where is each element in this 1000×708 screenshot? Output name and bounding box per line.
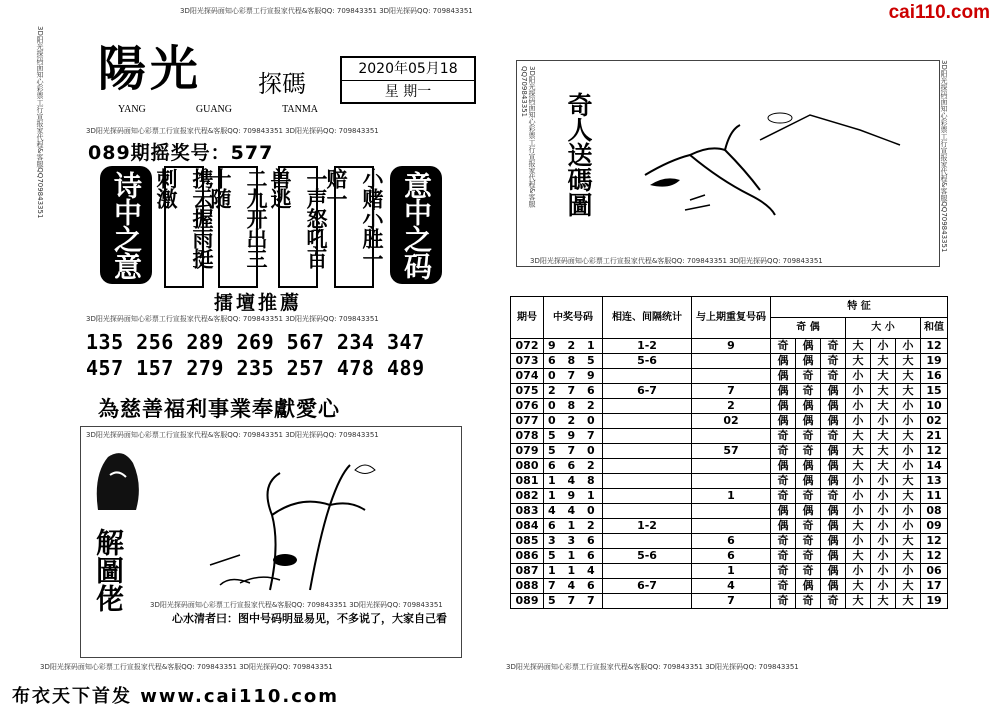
- bigsmall-cell: 大: [871, 459, 896, 474]
- sum-cell: 13: [921, 474, 948, 489]
- bigsmall-cell: 小: [871, 519, 896, 534]
- oddeven-cell: 奇: [796, 369, 821, 384]
- numbers-cell: 3 3 6: [544, 534, 603, 549]
- bigsmall-cell: 小: [896, 459, 921, 474]
- brand-subtitle: 探碼: [258, 70, 306, 98]
- numbers-cell: 0 8 2: [544, 399, 603, 414]
- qiren-side-watermark: 3D阳光探码面知心彩票工行宣报家代程&客服QQ709843351: [520, 66, 536, 208]
- header-period: 期号: [511, 297, 544, 339]
- oddeven-cell: 偶: [771, 519, 796, 534]
- oddeven-cell: 偶: [821, 549, 846, 564]
- gap-cell: [603, 534, 692, 549]
- date-box: [340, 56, 476, 104]
- period-cell: 087: [511, 564, 544, 579]
- sum-cell: 12: [921, 444, 948, 459]
- bigsmall-cell: 小: [896, 414, 921, 429]
- repeat-cell: 02: [692, 414, 771, 429]
- bigsmall-cell: 大: [896, 354, 921, 369]
- bigsmall-cell: 小: [896, 564, 921, 579]
- table-row: [511, 534, 948, 549]
- oddeven-cell: 偶: [796, 339, 821, 354]
- period-cell: 089: [511, 594, 544, 609]
- numbers-cell: 6 1 2: [544, 519, 603, 534]
- right-side-watermark: 3D阳光探码面知心彩票工行宣报家代程&客服QQ709843351: [940, 60, 948, 253]
- repeat-cell: 6: [692, 534, 771, 549]
- gap-cell: [603, 369, 692, 384]
- jie-watermark-2: 3D阳光探码面知心彩票工行宣报家代程&客服QQ: 709843351 3D阳光探码QQ: 709843351: [150, 601, 443, 609]
- jie-watermark: 3D阳光探码面知心彩票工行宣报家代程&客服QQ: 709843351 3D阳光探码QQ: 709843351: [86, 431, 379, 439]
- oddeven-cell: 偶: [796, 414, 821, 429]
- header-sum: 和值: [921, 318, 948, 339]
- bigsmall-cell: 大: [896, 579, 921, 594]
- oddeven-cell: 偶: [771, 369, 796, 384]
- numbers-cell: 1 9 1: [544, 489, 603, 504]
- oddeven-cell: 偶: [821, 534, 846, 549]
- period-cell: 088: [511, 579, 544, 594]
- bigsmall-cell: 小: [871, 504, 896, 519]
- sum-cell: 17: [921, 579, 948, 594]
- bigsmall-cell: 大: [896, 369, 921, 384]
- bigsmall-cell: 大: [871, 594, 896, 609]
- gap-cell: 6-7: [603, 579, 692, 594]
- numbers-cell: 4 4 0: [544, 504, 603, 519]
- bigsmall-cell: 大: [846, 594, 871, 609]
- portrait-image: [88, 445, 148, 515]
- bigsmall-cell: 小: [846, 474, 871, 489]
- bigsmall-cell: 大: [896, 384, 921, 399]
- table-row: [511, 564, 948, 579]
- gap-cell: 5-6: [603, 354, 692, 369]
- jie-title: 解圖佬: [92, 528, 125, 612]
- oddeven-cell: 奇: [821, 369, 846, 384]
- bigsmall-cell: 小: [871, 534, 896, 549]
- numbers-cell: 5 9 7: [544, 429, 603, 444]
- sum-cell: 12: [921, 534, 948, 549]
- table-row: [511, 384, 948, 399]
- oddeven-cell: 奇: [796, 444, 821, 459]
- bigsmall-cell: 大: [871, 444, 896, 459]
- repeat-cell: [692, 519, 771, 534]
- oddeven-cell: 偶: [771, 504, 796, 519]
- oddeven-cell: 偶: [771, 354, 796, 369]
- period-cell: 072: [511, 339, 544, 354]
- bigsmall-cell: 小: [896, 399, 921, 414]
- numbers-cell: 0 2 0: [544, 414, 603, 429]
- oddeven-cell: 奇: [771, 534, 796, 549]
- period-cell: 084: [511, 519, 544, 534]
- oddeven-cell: 偶: [796, 579, 821, 594]
- poem-left-badge: 诗中之意: [100, 166, 152, 284]
- gap-cell: 1-2: [603, 519, 692, 534]
- sum-cell: 15: [921, 384, 948, 399]
- gap-cell: [603, 414, 692, 429]
- bigsmall-cell: 小: [896, 519, 921, 534]
- sum-cell: 10: [921, 399, 948, 414]
- oddeven-cell: 偶: [821, 474, 846, 489]
- poem-line-2: 二九开出三十随: [218, 166, 258, 288]
- sum-cell: 02: [921, 414, 948, 429]
- sum-cell: 14: [921, 459, 948, 474]
- period-cell: 074: [511, 369, 544, 384]
- oddeven-cell: 偶: [771, 414, 796, 429]
- table-row: [511, 519, 948, 534]
- weekday-line: 星 期一: [342, 80, 474, 103]
- header-gap: 相连、间隔统计: [603, 297, 692, 339]
- tree-image: [200, 455, 400, 595]
- header-oddeven: 奇 偶: [771, 318, 846, 339]
- numbers-cell: 2 7 6: [544, 384, 603, 399]
- left-margin-watermark: 3D阳光探码面知心彩票工行宣报家代程&客服QQ709843351: [36, 26, 44, 219]
- bigsmall-cell: 小: [896, 504, 921, 519]
- poem-line-1: 携云握雨挺刺激: [164, 166, 204, 288]
- qiren-title: 奇人送碼圖: [564, 92, 593, 217]
- header-numbers: 中奖号码: [544, 297, 603, 339]
- gap-cell: 6-7: [603, 384, 692, 399]
- oddeven-cell: 奇: [796, 594, 821, 609]
- table-row: [511, 414, 948, 429]
- recommend-title: 擂壇推薦: [214, 292, 303, 314]
- header-repeat: 与上期重复号码: [692, 297, 771, 339]
- oddeven-cell: 奇: [796, 429, 821, 444]
- gap-cell: [603, 399, 692, 414]
- oddeven-cell: 偶: [821, 564, 846, 579]
- table-row: [511, 504, 948, 519]
- oddeven-cell: 奇: [796, 534, 821, 549]
- header-bigsmall: 大 小: [846, 318, 921, 339]
- recommend-row-2: 457 157 279 235 257 478 489: [86, 356, 425, 380]
- oddeven-cell: 奇: [771, 489, 796, 504]
- site-logo: cai110.com: [888, 2, 990, 23]
- sum-cell: 09: [921, 519, 948, 534]
- oddeven-cell: 偶: [821, 384, 846, 399]
- oddeven-cell: 偶: [796, 399, 821, 414]
- oddeven-cell: 奇: [796, 519, 821, 534]
- bigsmall-cell: 大: [896, 489, 921, 504]
- sum-cell: 08: [921, 504, 948, 519]
- oddeven-cell: 奇: [771, 549, 796, 564]
- gap-cell: [603, 594, 692, 609]
- bigsmall-cell: 大: [846, 579, 871, 594]
- bigsmall-cell: 大: [871, 399, 896, 414]
- bigsmall-cell: 大: [871, 354, 896, 369]
- bigsmall-cell: 大: [896, 429, 921, 444]
- numbers-cell: 6 8 5: [544, 354, 603, 369]
- oddeven-cell: 偶: [821, 504, 846, 519]
- oddeven-cell: 偶: [771, 399, 796, 414]
- repeat-cell: [692, 504, 771, 519]
- repeat-cell: [692, 429, 771, 444]
- poem-line-3: 一声怒吼百兽逃: [278, 166, 318, 288]
- repeat-cell: 1: [692, 564, 771, 579]
- repeat-cell: 7: [692, 384, 771, 399]
- pinyin-1: YANG: [118, 104, 146, 115]
- bigsmall-cell: 大: [846, 339, 871, 354]
- bigsmall-cell: 小: [871, 339, 896, 354]
- table-watermark: 3D阳光探码面知心彩票工行宣报家代程&客服QQ: 709843351 3D阳光探码QQ: 709843351: [506, 663, 799, 671]
- oddeven-cell: 奇: [771, 339, 796, 354]
- repeat-cell: [692, 354, 771, 369]
- gap-cell: 1-2: [603, 339, 692, 354]
- bigsmall-cell: 大: [896, 594, 921, 609]
- table-row: [511, 399, 948, 414]
- bigsmall-cell: 小: [846, 414, 871, 429]
- oddeven-cell: 偶: [821, 399, 846, 414]
- period-cell: 073: [511, 354, 544, 369]
- oddeven-cell: 奇: [796, 564, 821, 579]
- recommend-watermark: 3D阳光探码面知心彩票工行宣报家代程&客服QQ: 709843351 3D阳光探码QQ: 709843351: [86, 315, 379, 323]
- bigsmall-cell: 大: [846, 444, 871, 459]
- oddeven-cell: 偶: [796, 504, 821, 519]
- numbers-cell: 5 1 6: [544, 549, 603, 564]
- oddeven-cell: 奇: [771, 564, 796, 579]
- bigsmall-cell: 小: [871, 489, 896, 504]
- brand-pinyin: [118, 104, 318, 115]
- qiren-watermark: 3D阳光探码面知心彩票工行宣报家代程&客服QQ: 709843351 3D阳光探码QQ: 709843351: [530, 257, 823, 265]
- gap-cell: [603, 429, 692, 444]
- oddeven-cell: 奇: [821, 489, 846, 504]
- numbers-cell: 1 1 4: [544, 564, 603, 579]
- numbers-cell: 5 7 7: [544, 594, 603, 609]
- period-cell: 082: [511, 489, 544, 504]
- bigsmall-cell: 大: [846, 429, 871, 444]
- bigsmall-cell: 小: [846, 384, 871, 399]
- charity-slogan: 為慈善福利事業奉獻愛心: [98, 397, 340, 421]
- bigsmall-cell: 小: [846, 399, 871, 414]
- period-cell: 076: [511, 399, 544, 414]
- oddeven-cell: 偶: [796, 474, 821, 489]
- bigsmall-cell: 小: [846, 564, 871, 579]
- period-cell: 077: [511, 414, 544, 429]
- bigsmall-cell: 小: [846, 489, 871, 504]
- recommend-row-1: 135 256 289 269 567 234 347: [86, 330, 425, 354]
- gap-cell: [603, 459, 692, 474]
- table-row: [511, 354, 948, 369]
- table-row: [511, 474, 948, 489]
- period-cell: 085: [511, 534, 544, 549]
- period-cell: 075: [511, 384, 544, 399]
- sum-cell: 12: [921, 339, 948, 354]
- bigsmall-cell: 小: [846, 504, 871, 519]
- repeat-cell: 57: [692, 444, 771, 459]
- numbers-cell: 1 4 8: [544, 474, 603, 489]
- gap-cell: [603, 564, 692, 579]
- oddeven-cell: 奇: [796, 549, 821, 564]
- gap-cell: [603, 489, 692, 504]
- table-row: [511, 579, 948, 594]
- bigsmall-cell: 小: [846, 369, 871, 384]
- oddeven-cell: 奇: [771, 579, 796, 594]
- repeat-cell: 1: [692, 489, 771, 504]
- qiren-image: [630, 100, 910, 230]
- bigsmall-cell: 小: [871, 414, 896, 429]
- bigsmall-cell: 大: [896, 474, 921, 489]
- oddeven-cell: 奇: [771, 474, 796, 489]
- header-features: 特 征: [771, 297, 948, 318]
- bigsmall-cell: 大: [896, 534, 921, 549]
- oddeven-cell: 偶: [796, 459, 821, 474]
- history-table: [510, 296, 948, 609]
- repeat-cell: 9: [692, 339, 771, 354]
- oddeven-cell: 偶: [796, 354, 821, 369]
- repeat-cell: [692, 459, 771, 474]
- repeat-cell: 2: [692, 399, 771, 414]
- table-row: [511, 489, 948, 504]
- period-cell: 086: [511, 549, 544, 564]
- pinyin-2: GUANG: [195, 104, 232, 115]
- bigsmall-cell: 大: [846, 549, 871, 564]
- bigsmall-cell: 大: [871, 429, 896, 444]
- oddeven-cell: 偶: [821, 414, 846, 429]
- gap-cell: [603, 474, 692, 489]
- bigsmall-cell: 大: [871, 384, 896, 399]
- sum-cell: 06: [921, 564, 948, 579]
- table-row: [511, 444, 948, 459]
- oddeven-cell: 奇: [821, 429, 846, 444]
- bigsmall-cell: 小: [896, 339, 921, 354]
- oddeven-cell: 奇: [821, 354, 846, 369]
- repeat-cell: 4: [692, 579, 771, 594]
- sum-cell: 11: [921, 489, 948, 504]
- oddeven-cell: 奇: [796, 384, 821, 399]
- sum-cell: 19: [921, 354, 948, 369]
- table-row: [511, 339, 948, 354]
- oddeven-cell: 偶: [771, 459, 796, 474]
- period-cell: 083: [511, 504, 544, 519]
- bigsmall-cell: 小: [896, 444, 921, 459]
- period-cell: 080: [511, 459, 544, 474]
- hint-note: 心水清者曰：图中号码明显易见，不多说了，大家自己看: [172, 612, 447, 625]
- gap-cell: 5-6: [603, 549, 692, 564]
- gap-cell: [603, 444, 692, 459]
- oddeven-cell: 偶: [821, 459, 846, 474]
- bigsmall-cell: 小: [846, 534, 871, 549]
- oddeven-cell: 奇: [821, 594, 846, 609]
- table-row: [511, 549, 948, 564]
- sum-cell: 19: [921, 594, 948, 609]
- repeat-cell: 7: [692, 594, 771, 609]
- oddeven-cell: 奇: [771, 444, 796, 459]
- brand-watermark: 3D阳光探码面知心彩票工行宣报家代程&客服QQ: 709843351 3D阳光探码QQ: 709843351: [86, 127, 379, 135]
- numbers-cell: 0 7 9: [544, 369, 603, 384]
- bigsmall-cell: 大: [871, 369, 896, 384]
- oddeven-cell: 偶: [821, 519, 846, 534]
- numbers-cell: 7 4 6: [544, 579, 603, 594]
- repeat-cell: [692, 474, 771, 489]
- top-watermark: 3D阳光探码面知心彩票工行宣报家代程&客服QQ: 709843351 3D阳光探码QQ: 709843351: [180, 7, 473, 15]
- numbers-cell: 5 7 0: [544, 444, 603, 459]
- oddeven-cell: 奇: [821, 339, 846, 354]
- oddeven-cell: 奇: [771, 429, 796, 444]
- period-cell: 078: [511, 429, 544, 444]
- oddeven-cell: 偶: [771, 384, 796, 399]
- bigsmall-cell: 大: [846, 459, 871, 474]
- poem-line-4: 小赌小胜一赔一: [334, 166, 374, 288]
- bigsmall-cell: 大: [846, 519, 871, 534]
- oddeven-cell: 奇: [796, 489, 821, 504]
- pinyin-3: TANMA: [282, 104, 318, 115]
- bottom-watermark: 3D阳光探码面知心彩票工行宣报家代程&客服QQ: 709843351 3D阳光探码QQ: 709843351: [40, 663, 333, 671]
- date-line: 2020年05月18: [358, 61, 458, 77]
- brand-title: 陽光: [98, 41, 203, 97]
- table-row: [511, 594, 948, 609]
- bigsmall-cell: 小: [871, 564, 896, 579]
- repeat-cell: 6: [692, 549, 771, 564]
- footer-credit: 布衣天下首发 www.cai110.com: [12, 686, 340, 707]
- sum-cell: 21: [921, 429, 948, 444]
- bigsmall-cell: 大: [846, 354, 871, 369]
- poem-right-badge: 意中之码: [390, 166, 442, 284]
- table-row: [511, 429, 948, 444]
- gap-cell: [603, 504, 692, 519]
- numbers-cell: 6 6 2: [544, 459, 603, 474]
- repeat-cell: [692, 369, 771, 384]
- period-cell: 081: [511, 474, 544, 489]
- sum-cell: 12: [921, 549, 948, 564]
- bigsmall-cell: 大: [896, 549, 921, 564]
- bigsmall-cell: 小: [871, 549, 896, 564]
- oddeven-cell: 奇: [771, 594, 796, 609]
- numbers-cell: 9 2 1: [544, 339, 603, 354]
- draw-result: 089期摇奖号：577: [88, 142, 274, 164]
- bigsmall-cell: 小: [871, 474, 896, 489]
- sum-cell: 16: [921, 369, 948, 384]
- table-row: [511, 369, 948, 384]
- oddeven-cell: 偶: [821, 579, 846, 594]
- oddeven-cell: 偶: [821, 444, 846, 459]
- bigsmall-cell: 小: [871, 579, 896, 594]
- table-row: [511, 459, 948, 474]
- period-cell: 079: [511, 444, 544, 459]
